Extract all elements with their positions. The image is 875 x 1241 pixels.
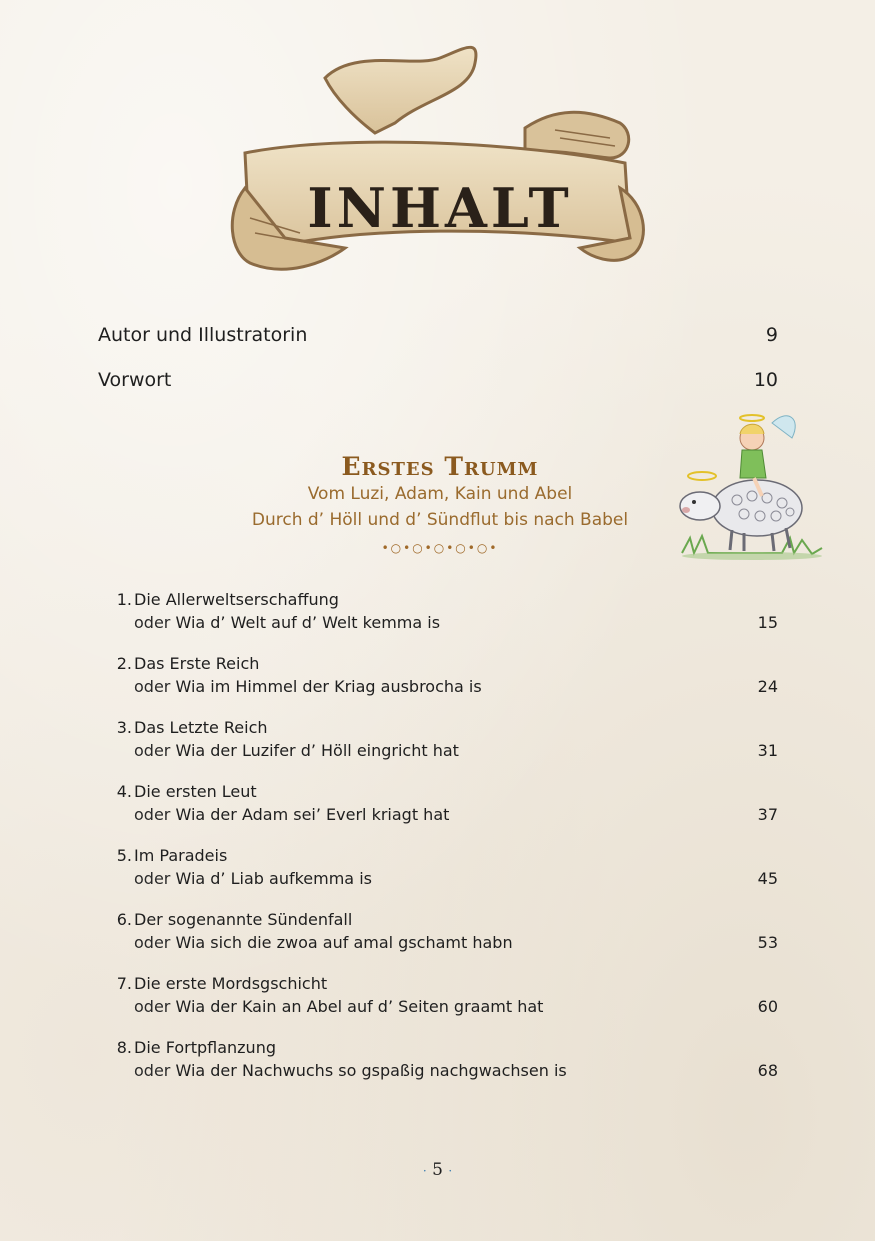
toc-entry[interactable]	[110, 1038, 778, 1102]
toc-entry[interactable]	[110, 718, 778, 782]
entry-page: 31	[757, 741, 778, 760]
entry-subtitle-text: Wia der Adam sei’ Everl kriagt hat	[175, 805, 450, 824]
entry-oder: oder	[134, 805, 171, 824]
ribbon-banner	[225, 38, 655, 298]
entry-oder: oder	[134, 869, 171, 888]
entry-subtitle-text: Wia d’ Welt auf d’ Welt kemma is	[175, 613, 441, 632]
angel-on-sheep-illustration	[662, 408, 827, 568]
section-title: Erstes Trumm	[341, 452, 539, 481]
entry-oder: oder	[134, 1061, 171, 1080]
page-title: INHALT	[307, 176, 573, 240]
front-label: Vorwort	[98, 369, 172, 391]
entry-number: 8.	[116, 1038, 132, 1057]
entry-title: Das Letzte Reich	[134, 718, 268, 737]
entry-number: 7.	[116, 974, 132, 993]
entry-subtitle	[134, 869, 372, 888]
folio-ornament-right: ·	[448, 1164, 453, 1178]
entry-number: 3.	[116, 718, 132, 737]
section-heading	[210, 452, 670, 555]
entry-title: Das Erste Reich	[134, 654, 260, 673]
entry-title: Die erste Mordsgschicht	[134, 974, 328, 993]
angel-on-sheep-icon	[662, 408, 827, 568]
toc-entry[interactable]	[110, 654, 778, 718]
entry-number: 6.	[116, 910, 132, 929]
entry-page: 37	[757, 805, 778, 824]
entry-title: Die Allerweltserschaffung	[134, 590, 339, 609]
ribbon-banner-graphic	[225, 38, 655, 298]
entry-subtitle-text: Wia der Kain an Abel auf d’ Seiten graamt hat	[175, 997, 544, 1016]
front-page: 9	[765, 324, 778, 346]
entry-subtitle-text: Wia der Luzifer d’ Höll eingricht hat	[175, 741, 459, 760]
entry-subtitle-text: Wia sich die zwoa auf amal gschamt habn	[175, 933, 513, 952]
entry-subtitle-text: Wia d’ Liab aufkemma is	[175, 869, 372, 888]
entry-subtitle	[134, 613, 440, 632]
section-divider: •○•○•○•○•○•	[381, 541, 499, 555]
entry-page: 24	[757, 677, 778, 696]
toc-entry[interactable]	[110, 846, 778, 910]
front-label: Autor und Illustratorin	[98, 324, 308, 346]
toc-list	[110, 590, 778, 1102]
entry-number: 1.	[116, 590, 132, 609]
entry-subtitle	[134, 741, 459, 760]
toc-front-row	[98, 324, 778, 346]
entry-subtitle	[134, 933, 513, 952]
entry-oder: oder	[134, 677, 171, 696]
page-number-text: 5	[432, 1160, 443, 1180]
entry-title: Im Paradeis	[134, 846, 228, 865]
toc-entry[interactable]	[110, 590, 778, 654]
entry-page: 45	[757, 869, 778, 888]
entry-oder: oder	[134, 741, 171, 760]
entry-page: 53	[757, 933, 778, 952]
entry-oder: oder	[134, 933, 171, 952]
section-subtitle: Durch d’ Höll und d’ Sündflut bis nach Babel	[251, 510, 629, 530]
entry-subtitle	[134, 677, 482, 696]
entry-oder: oder	[134, 997, 171, 1016]
page-number	[0, 1160, 875, 1180]
entry-number: 4.	[116, 782, 132, 801]
entry-number: 2.	[116, 654, 132, 673]
entry-subtitle	[134, 1061, 567, 1080]
toc-entry[interactable]	[110, 910, 778, 974]
entry-title: Die Fortpflanzung	[134, 1038, 276, 1057]
toc-front-row	[98, 369, 778, 391]
entry-subtitle	[134, 805, 449, 824]
front-page: 10	[753, 369, 778, 391]
folio-ornament-left: ·	[422, 1164, 427, 1178]
entry-title: Der sogenannte Sündenfall	[134, 910, 353, 929]
entry-page: 60	[757, 997, 778, 1016]
entry-title: Die ersten Leut	[134, 782, 257, 801]
toc-entry[interactable]	[110, 782, 778, 846]
entry-page: 68	[757, 1061, 778, 1080]
entry-subtitle-text: Wia im Himmel der Kriag ausbrocha is	[175, 677, 482, 696]
toc-entry[interactable]	[110, 974, 778, 1038]
entry-page: 15	[757, 613, 778, 632]
section-subtitle: Vom Luzi, Adam, Kain und Abel	[307, 484, 573, 504]
entry-subtitle-text: Wia der Nachwuchs so gspaßig nachgwachsen is	[175, 1061, 567, 1080]
entry-subtitle	[134, 997, 543, 1016]
entry-oder: oder	[134, 613, 171, 632]
entry-number: 5.	[116, 846, 132, 865]
